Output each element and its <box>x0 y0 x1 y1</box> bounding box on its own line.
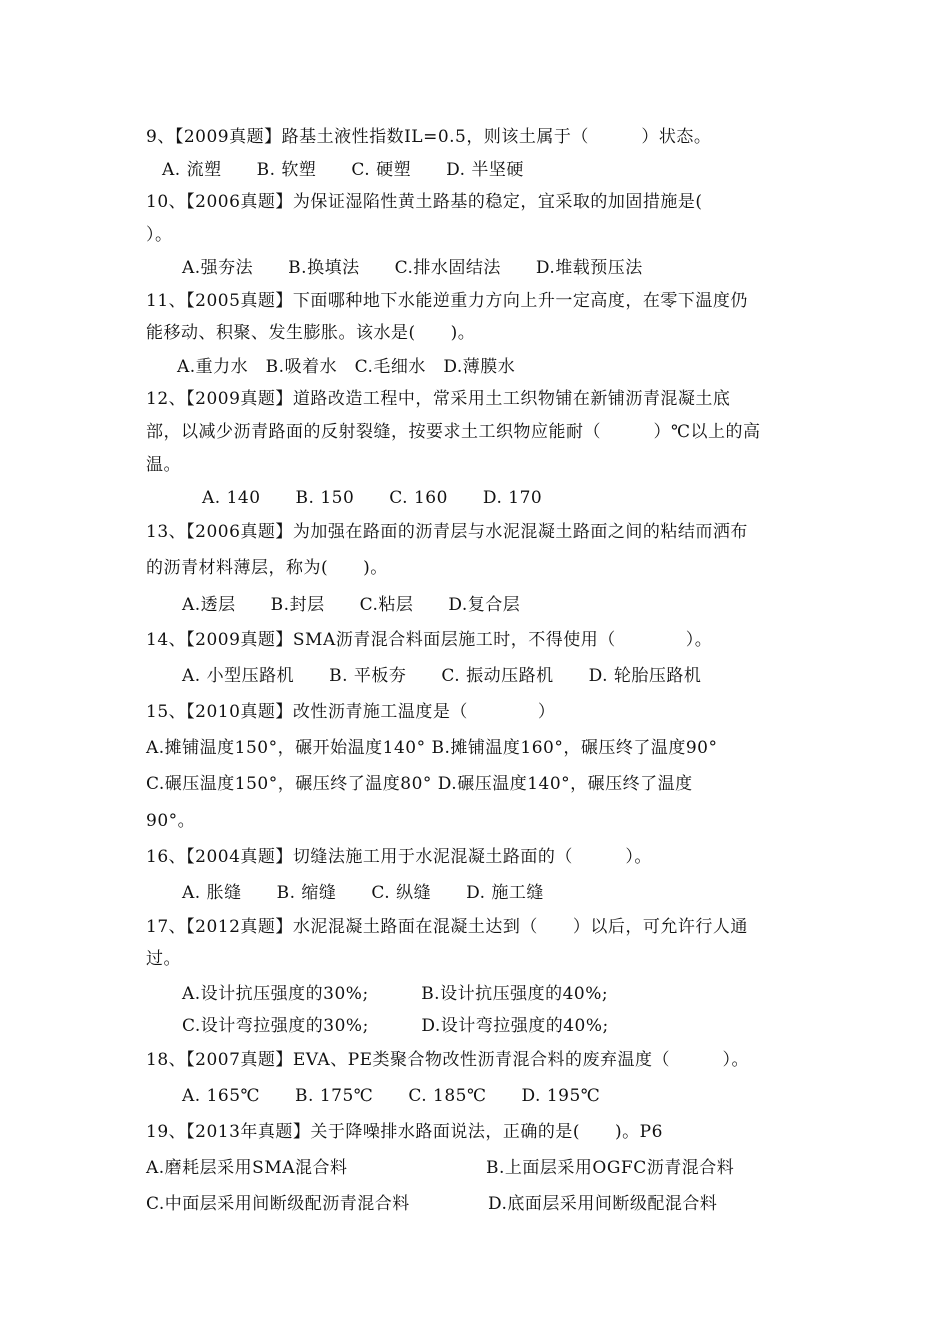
q9-stem: 9、【2009真题】路基土液性指数IL=0.5，则该土属于（ ）状态。 <box>146 127 712 147</box>
q13-stem-cont: 的沥青材料薄层，称为( )。 <box>146 558 388 578</box>
q19-option-d: D.底面层采用间断级配混合料 <box>488 1194 718 1214</box>
q10-stem-cont: ）。 <box>146 225 173 245</box>
q15-options-cd-cont: 90°。 <box>146 811 196 831</box>
q17-options-ab: A.设计抗压强度的30%; B.设计抗压强度的40%; <box>182 984 609 1004</box>
q10-options: A.强夯法 B.换填法 C.排水固结法 D.堆载预压法 <box>182 258 643 278</box>
q15-options-cd: C.碾压温度150°，碾压终了温度80° D.碾压温度140°，碾压终了温度 <box>146 774 693 794</box>
q12-stem-cont: 部，以减少沥青路面的反射裂缝，按要求土工织物应能耐（ ）℃以上的高 <box>146 422 761 442</box>
q19-option-c: C.中面层采用间断级配沥青混合料 <box>146 1194 410 1214</box>
q14-stem: 14、【2009真题】SMA沥青混合料面层施工时，不得使用（ ）。 <box>146 630 713 650</box>
q10-stem: 10、【2006真题】为保证湿陷性黄土路基的稳定，宜采取的加固措施是( <box>146 192 703 212</box>
q11-options: A.重力水 B.吸着水 C.毛细水 D.薄膜水 <box>177 357 516 377</box>
q19-stem: 19、【2013年真题】关于降噪排水路面说法，正确的是( )。P6 <box>146 1122 663 1142</box>
q15-stem: 15、【2010真题】改性沥青施工温度是（ ） <box>146 702 556 722</box>
q11-stem-cont: 能移动、积聚、发生膨胀。该水是( )。 <box>146 323 476 343</box>
q18-stem: 18、【2007真题】EVA、PE类聚合物改性沥青混合料的废弃温度（ ）。 <box>146 1050 750 1070</box>
q18-options: A. 165℃ B. 175℃ C. 185℃ D. 195℃ <box>182 1086 601 1106</box>
q13-stem: 13、【2006真题】为加强在路面的沥青层与水泥混凝土路面之间的粘结而洒布 <box>146 522 748 542</box>
q15-options-ab: A.摊铺温度150°，碾开始温度140° B.摊铺温度160°，碾压终了温度90° <box>146 738 718 758</box>
q14-options: A. 小型压路机 B. 平板夯 C. 振动压路机 D. 轮胎压路机 <box>182 666 702 686</box>
q12-stem-cont2: 温。 <box>146 455 181 475</box>
q17-stem-cont: 过。 <box>146 949 181 969</box>
q12-options: A. 140 B. 150 C. 160 D. 170 <box>202 488 543 508</box>
q19-option-b: B.上面层采用OGFC沥青混合料 <box>486 1158 735 1178</box>
q16-stem: 16、【2004真题】切缝法施工用于水泥混凝土路面的（ ）。 <box>146 847 652 867</box>
q13-options: A.透层 B.封层 C.粘层 D.复合层 <box>182 595 521 615</box>
q11-stem: 11、【2005真题】下面哪种地下水能逆重力方向上升一定高度，在零下温度仍 <box>146 291 748 311</box>
q9-options: A. 流塑 B. 软塑 C. 硬塑 D. 半坚硬 <box>162 160 524 180</box>
q12-stem: 12、【2009真题】道路改造工程中，常采用土工织物铺在新铺沥青混凝土底 <box>146 389 731 409</box>
q17-stem: 17、【2012真题】水泥混凝土路面在混凝土达到（ ）以后，可允许行人通 <box>146 917 748 937</box>
q17-options-cd: C.设计弯拉强度的30%; D.设计弯拉强度的40%; <box>182 1016 609 1036</box>
q19-option-a: A.磨耗层采用SMA混合料 <box>146 1158 348 1178</box>
q16-options: A. 胀缝 B. 缩缝 C. 纵缝 D. 施工缝 <box>182 883 544 903</box>
